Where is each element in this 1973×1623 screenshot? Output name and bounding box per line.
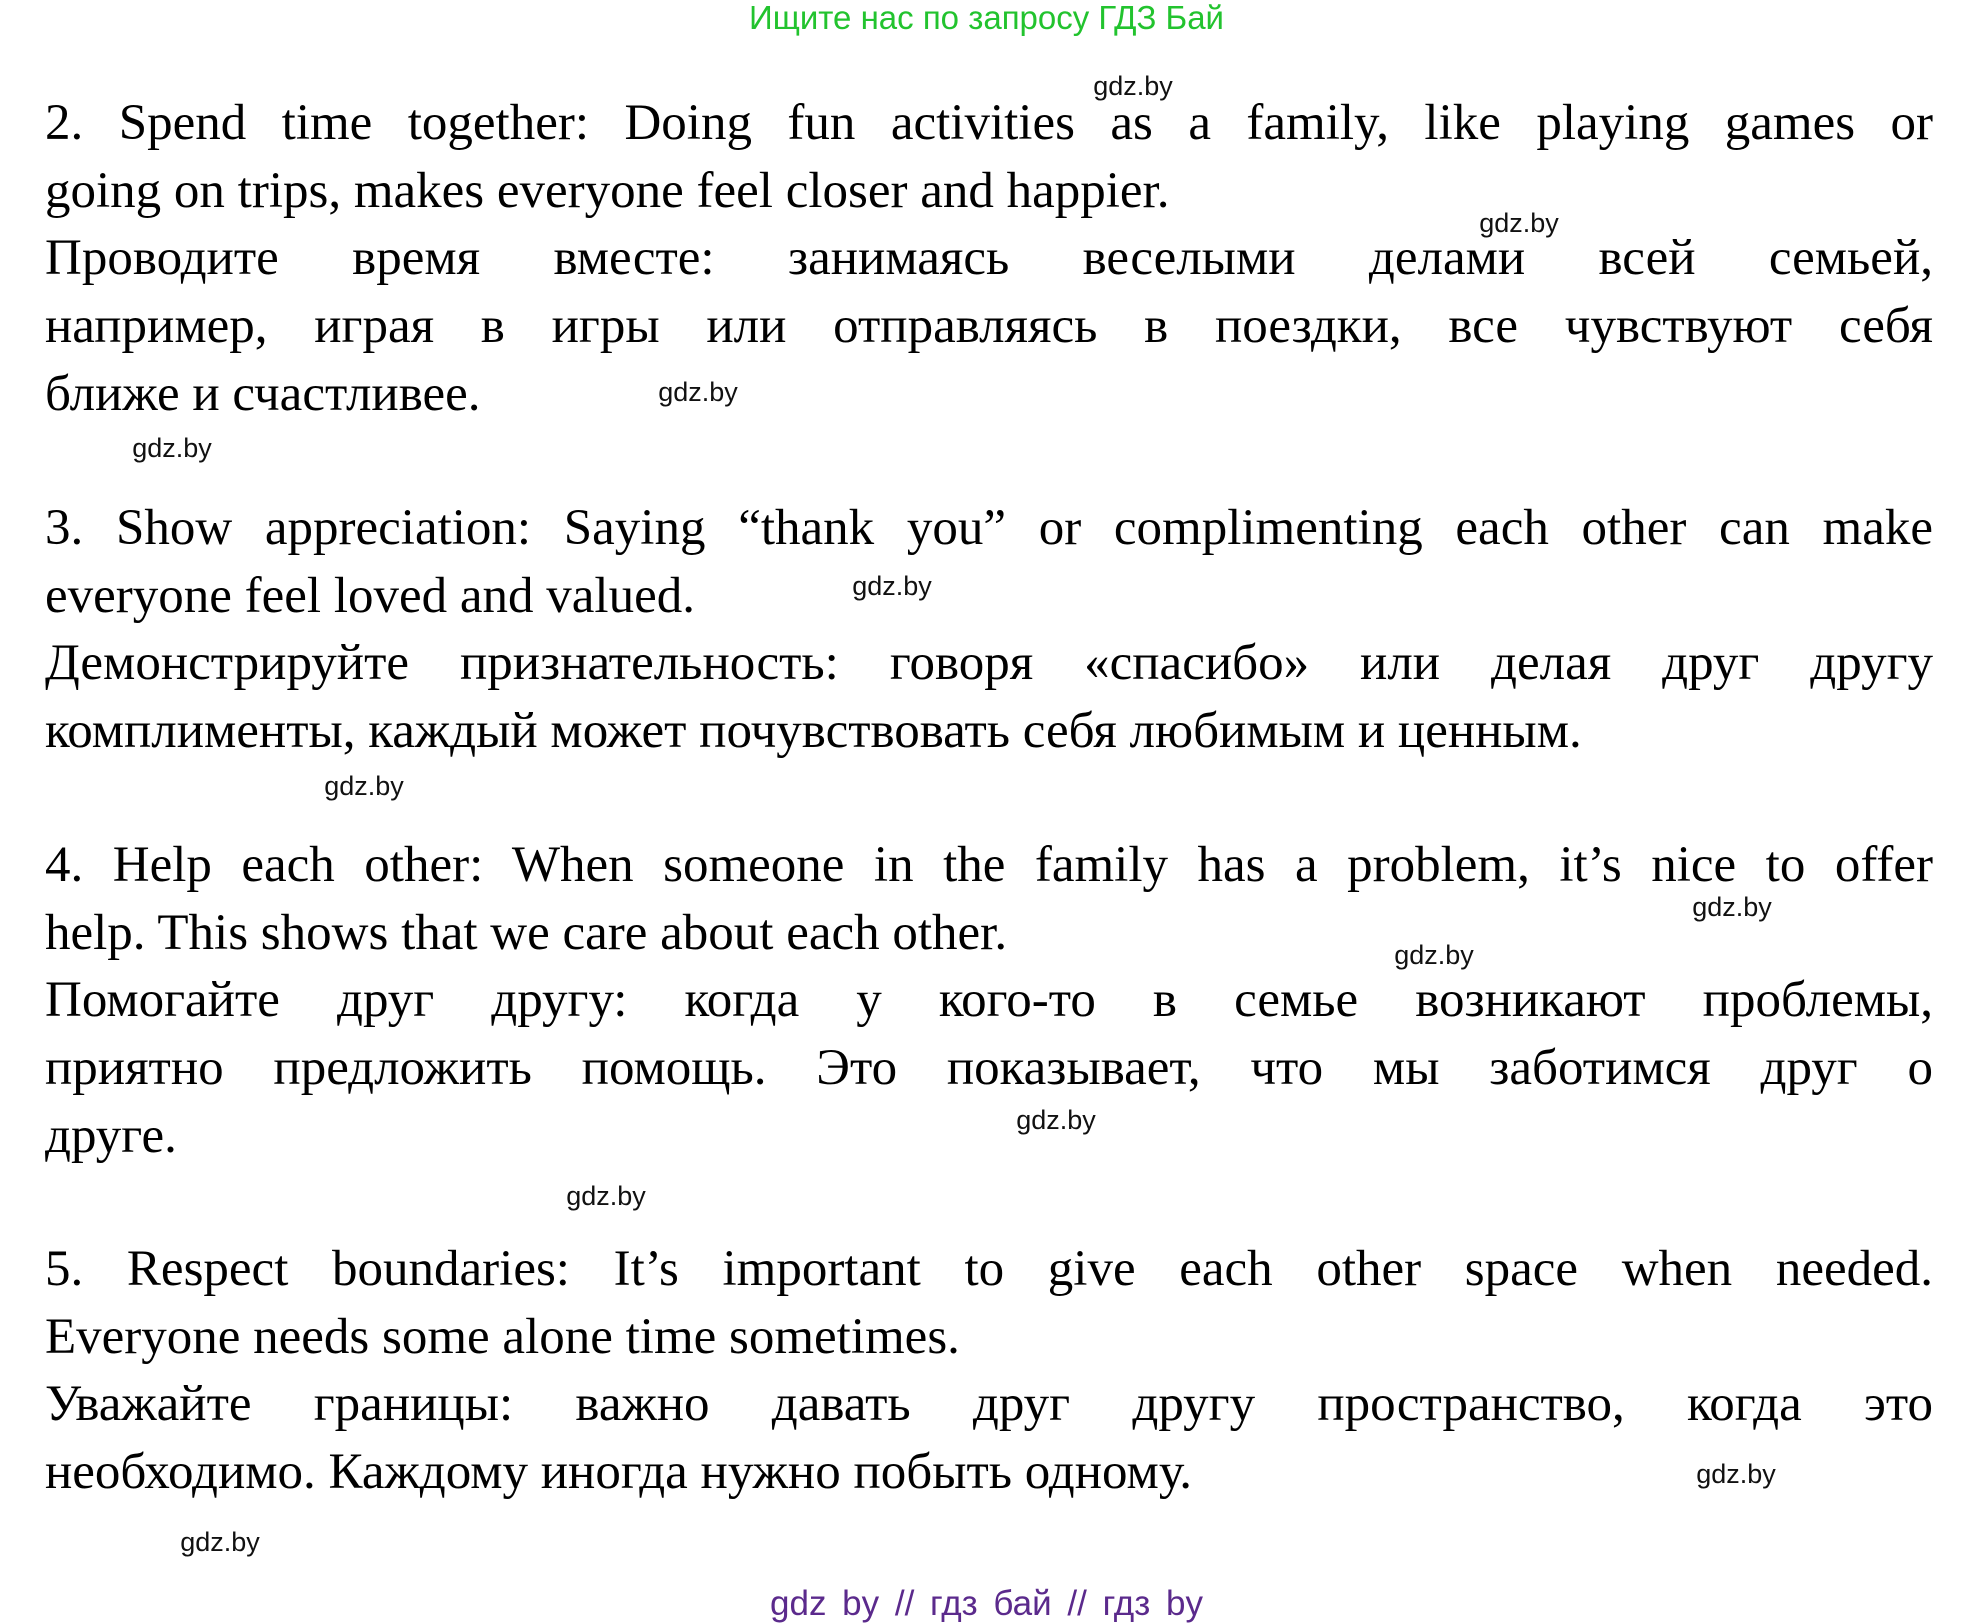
tip-3-en-line-1: 3. Show appreciation: Saying “thank you” or complimenting each other can make (45, 500, 1933, 556)
watermark: gdz.by (1016, 1105, 1096, 1135)
tip-3-ru-line-2: комплименты, каждый может почувствовать себя любимым и ценным. (45, 703, 1582, 760)
watermark: gdz.by (132, 433, 212, 463)
tip-4 (45, 832, 1933, 1170)
tip-2-ru-line-3: ближе и счастливее. (45, 365, 481, 422)
search-hint-banner: Ищите нас по запросу ГДЗ Бай (749, 0, 1224, 36)
watermark: gdz.by (1692, 892, 1772, 922)
tip-4-ru-line-3: друге. (45, 1107, 177, 1164)
watermark: gdz.by (1394, 940, 1474, 970)
footer-site-links: gdz by // гдз бай // гдз by (770, 1584, 1203, 1623)
tip-3-ru-line-1: Демонстрируйте признательность: говоря «спасибо» или делая друг другу (45, 635, 1933, 692)
tip-5-ru-line-2: необходимо. Каждому иногда нужно побыть одному. (45, 1444, 1192, 1501)
watermark: gdz.by (324, 771, 404, 801)
tip-5-en-line-1: 5. Respect boundaries: It’s important to give each other space when needed. (45, 1241, 1933, 1297)
tip-2-ru-line-2: например, играя в игры или отправляясь в поездки, все чувствуют себя (45, 298, 1933, 355)
tip-3-en-line-2: everyone feel loved and valued. (45, 567, 695, 624)
tip-4-ru-line-1: Помогайте друг другу: когда у кого-то в семье возникают проблемы, (45, 972, 1933, 1029)
tip-5-ru-line-1: Уважайте границы: важно давать друг другу пространство, когда это (45, 1376, 1933, 1433)
tip-2-en-line-1: 2. Spend time together: Doing fun activities as a family, like playing games or (45, 95, 1933, 151)
watermark: gdz.by (180, 1527, 260, 1557)
tip-5-en-line-2: Everyone needs some alone time sometimes. (45, 1308, 960, 1365)
tip-4-ru-line-2: приятно предложить помощь. Это показывает, что мы заботимся друг о (45, 1040, 1933, 1097)
watermark: gdz.by (1093, 71, 1173, 101)
tip-2-ru-line-1: Проводите время вместе: занимаясь веселыми делами всей семьей, (45, 230, 1933, 287)
tip-2 (45, 90, 1933, 428)
tip-4-en-line-2: help. This shows that we care about each other. (45, 904, 1008, 961)
watermark: gdz.by (1696, 1459, 1776, 1489)
tip-3 (45, 495, 1933, 766)
watermark: gdz.by (658, 377, 738, 407)
tip-4-en-line-1: 4. Help each other: When someone in the family has a problem, it’s nice to offer (45, 837, 1933, 893)
tip-5 (45, 1236, 1933, 1507)
watermark: gdz.by (1479, 208, 1559, 238)
watermark: gdz.by (566, 1181, 646, 1211)
tip-2-en-line-2: going on trips, makes everyone feel closer and happier. (45, 162, 1170, 219)
watermark: gdz.by (852, 571, 932, 601)
